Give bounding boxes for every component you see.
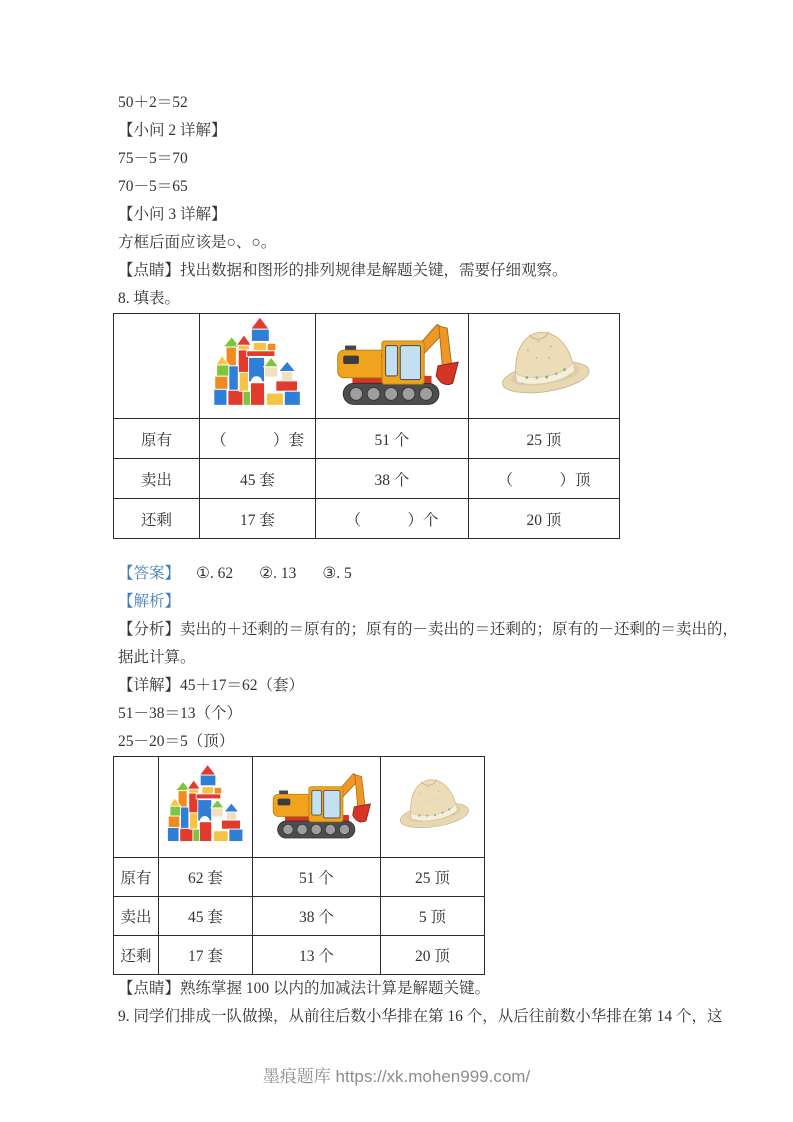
subquestion-2-header: 【小问 2 详解】 — [118, 122, 227, 139]
value-cell: （ ）套 — [200, 419, 316, 459]
question8-filled-table — [113, 756, 485, 975]
answer-line — [118, 560, 703, 588]
value-cell: 5 顶 — [381, 897, 485, 936]
analysis-line: 【分析】卖出的＋还剩的＝原有的；原有的－卖出的＝还剩的；原有的－还剩的＝卖出的， — [118, 621, 739, 638]
value-cell: （ ）个 — [316, 499, 469, 539]
detail-line: 【详解】45＋17＝62（套） — [118, 677, 305, 694]
table-row — [114, 459, 620, 499]
value-cell: 38 个 — [253, 897, 381, 936]
table-corner-cell — [114, 314, 200, 419]
value-cell: 45 套 — [159, 897, 253, 936]
building-blocks-image-cell — [159, 757, 253, 858]
value-cell: （ ）顶 — [469, 459, 620, 499]
site-footer — [0, 1062, 793, 1087]
table-image-row — [114, 314, 620, 419]
value-cell: 51 个 — [316, 419, 469, 459]
value-cell: 20 顶 — [469, 499, 620, 539]
question8-heading: 8. 填表。 — [118, 290, 181, 307]
row-label-cell: 卖出 — [114, 897, 159, 936]
value-cell: 38 个 — [316, 459, 469, 499]
value-cell: 20 顶 — [381, 936, 485, 975]
question8-blank-table — [113, 313, 620, 539]
excavator-image — [261, 766, 373, 844]
row-label-cell: 卖出 — [114, 459, 200, 499]
row-label-cell: 原有 — [114, 858, 159, 897]
value-cell: 51 个 — [253, 858, 381, 897]
building-blocks-image — [165, 762, 247, 848]
answer-section — [118, 560, 739, 756]
equation-line: 70－5＝65 — [118, 178, 188, 195]
excavator-image — [323, 315, 461, 412]
value-cell: 25 顶 — [381, 858, 485, 897]
table-row — [114, 858, 485, 897]
straw-hat-image-cell — [469, 314, 620, 419]
answer-item: ①. 62 — [196, 565, 234, 582]
value-cell: 45 套 — [200, 459, 316, 499]
jiexi-label-line — [118, 588, 703, 616]
detail-line: 25－20＝5（顶） — [118, 733, 235, 750]
footer-watermark-text: 墨痕题库 https://xk.mohen999.com/ — [262, 1067, 531, 1086]
table-row — [114, 897, 485, 936]
table-row — [114, 936, 485, 975]
value-cell: 62 套 — [159, 858, 253, 897]
dianjing-note-line: 【点睛】熟练掌握 100 以内的加减法计算是解题关键。 — [118, 980, 491, 997]
dianjing-note-line: 【点睛】找出数据和图形的排列规律是解题关键，需要仔细观察。 — [118, 262, 568, 279]
answer-item: ③. 5 — [322, 565, 352, 582]
solution-text-line: 方框后面应该是○、○。 — [118, 234, 277, 251]
analysis-line: 据此计算。 — [118, 649, 196, 666]
building-blocks-image — [211, 314, 305, 413]
value-cell: 17 套 — [200, 499, 316, 539]
value-cell: 13 个 — [253, 936, 381, 975]
table-row — [114, 499, 620, 539]
building-blocks-image-cell — [200, 314, 316, 419]
table-corner-cell — [114, 757, 159, 858]
equation-line: 50＋2＝52 — [118, 94, 188, 111]
excavator-image-cell — [253, 757, 381, 858]
table-image-row — [114, 757, 485, 858]
value-cell: 17 套 — [159, 936, 253, 975]
jiexi-label: 【解析】 — [118, 593, 181, 610]
question9-text: 9. 同学们排成一队做操，从前往后数小华排在第 16 个，从后往前数小华排在第 14 个，这 — [118, 1008, 723, 1025]
excavator-image-cell — [316, 314, 469, 419]
straw-hat-image-cell — [381, 757, 485, 858]
row-label-cell: 原有 — [114, 419, 200, 459]
subquestion-3-header: 【小问 3 详解】 — [118, 206, 227, 223]
detail-line: 51－38＝13（个） — [118, 705, 243, 722]
answer-item: ②. 13 — [259, 565, 297, 582]
value-cell: 25 顶 — [469, 419, 620, 459]
document-content — [118, 89, 739, 1031]
row-label-cell: 还剩 — [114, 499, 200, 539]
table-row — [114, 419, 620, 459]
equation-line: 75－5＝70 — [118, 150, 188, 167]
answer-label: 【答案】 — [118, 565, 181, 582]
row-label-cell: 还剩 — [114, 936, 159, 975]
straw-hat-image — [387, 771, 479, 838]
straw-hat-image — [486, 321, 602, 406]
